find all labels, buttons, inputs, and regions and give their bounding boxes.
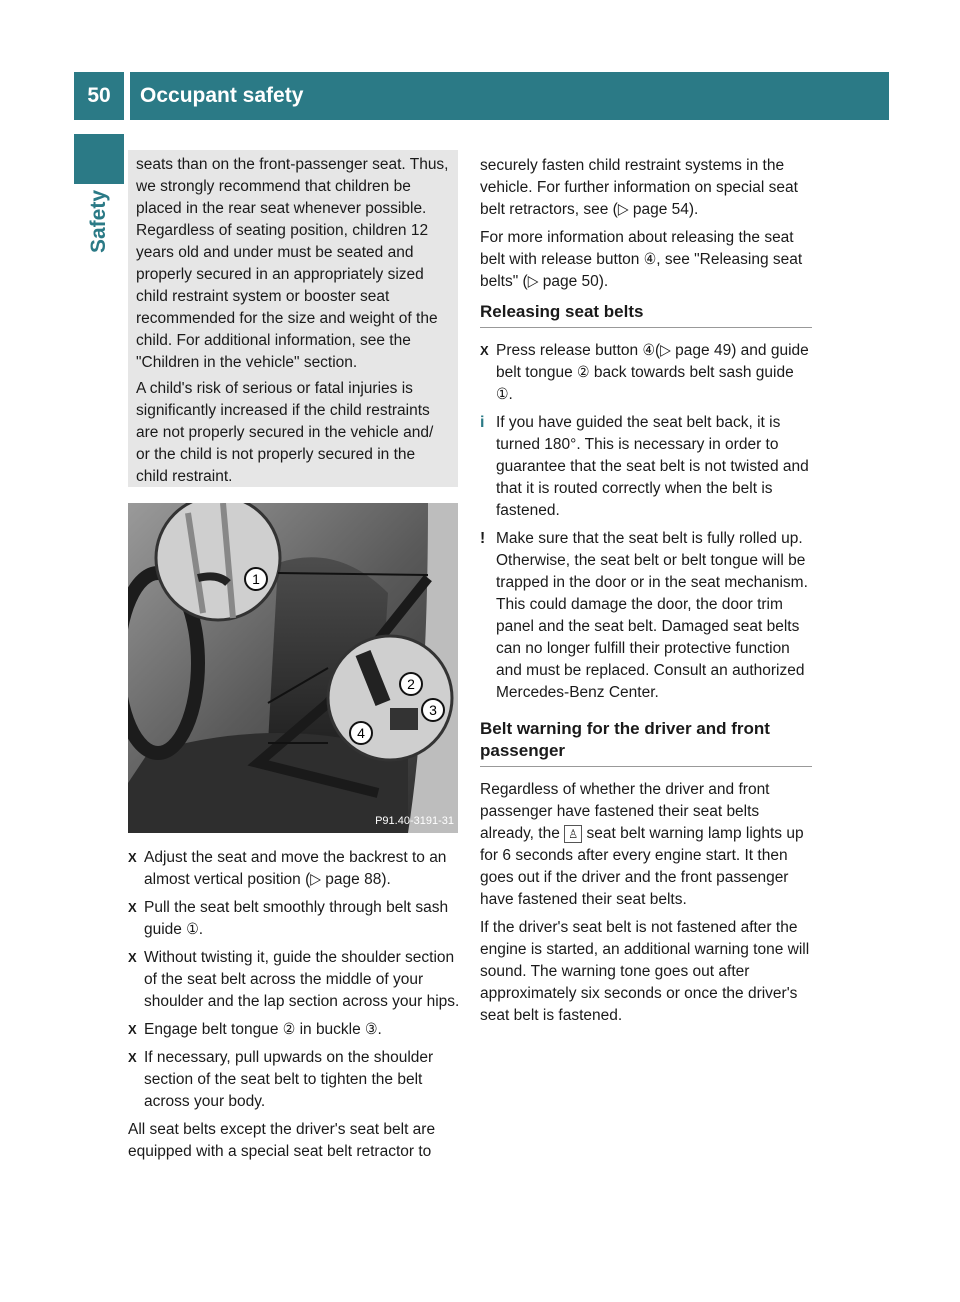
step-marker: X [128, 1050, 137, 1065]
seatbelt-warning-icon: ♙ [564, 825, 582, 843]
step-text: Engage belt tongue ② in buckle ③. [144, 1021, 382, 1038]
belt-warning-text-b: seat belt warning lamp lights up for 6 seconds after every engine start. It then goes out if the driver and the front passenger have fastened their seat belts. [480, 825, 804, 908]
belt-warning-text-a: Regardless of whether the driver and front passenger have fastened their seat belts already, the [480, 781, 770, 842]
figure-code: P91.40-3191-31 [375, 815, 454, 827]
info-icon: i [480, 414, 485, 431]
seat-belt-illustration [128, 503, 458, 833]
step-marker: X [480, 343, 489, 358]
section-tab [74, 134, 124, 184]
callout-3 [422, 699, 444, 721]
releasing-heading: Releasing seat belts [480, 301, 812, 328]
callout-2-label: 2 [407, 676, 415, 692]
release-reference: For more information about releasing the seat belt with release button ④, see "Releasing seat belts" (▷ page 50). [480, 229, 803, 290]
belt-warning-para-1 [480, 779, 812, 911]
info-note [480, 412, 812, 522]
left-column [128, 847, 460, 1169]
info-text: If you have guided the seat belt back, it is turned 180°. This is necessary in order to guarantee that the seat belt is not twisted and that it is routed correctly when the belt is fastened. [496, 414, 809, 519]
caution-note [480, 528, 812, 704]
step-adjust-seat [128, 847, 460, 891]
warning-box [128, 150, 458, 487]
caution-text: Make sure that the seat belt is fully rolled up. Otherwise, the seat belt or belt tongue will be trapped in the door or in the seat mechanism. This could damage the door, the door trim panel and the seat belt. Damaged seat belts can no longer fulfill their protective function and must be replaced. Consult an authorized Mercedes-Benz Center. [496, 530, 808, 701]
warning-para-1: seats than on the front-passenger seat. Thus, we strongly recommend that children be placed in the rear seat whenever possible. Regardless of seating position, children 12 years old and under must be seated and properly secured in an appropriately sized child restraint system or booster seat recommended for the size and weight of the child. For additional information, see the "Children in the vehicle" section. [136, 156, 449, 371]
callout-4-label: 4 [357, 725, 365, 741]
caution-icon: ! [480, 530, 486, 547]
step-marker: X [128, 1022, 137, 1037]
step-marker: X [128, 950, 137, 965]
retractor-continued: securely fasten child restraint systems in the vehicle. For further information on special seat belt retractors, see (▷ page 54). [480, 157, 798, 218]
step-tighten-belt [128, 1047, 460, 1113]
step-pull-belt [128, 897, 460, 941]
belt-warning-heading: Belt warning for the driver and front passenger [480, 718, 812, 767]
step-text: Pull the seat belt smoothly through belt sash guide ①. [144, 899, 449, 938]
step-press-release [480, 340, 812, 406]
step-text: Without twisting it, guide the shoulder section of the seat belt across the middle of your shoulder and the lap section across your hips. [144, 949, 460, 1010]
retractor-text: All seat belts except the driver's seat belt are equipped with a special seat belt retractor to [128, 1121, 436, 1160]
seat-belt-figure [128, 503, 458, 833]
right-column [480, 155, 812, 1033]
belt-warning-para-2: If the driver's seat belt is not fastened after the engine is started, an additional warning tone will sound. The warning tone goes out after approximately six seconds or once the driver's seat belt is fastened. [480, 919, 810, 1024]
callout-2 [400, 673, 422, 695]
callout-1 [245, 568, 267, 590]
page-title [130, 72, 889, 120]
warning-para-2: A child's risk of serious or fatal injuries is significantly increased if the child restraints are not properly secured in the vehicle and/ or the child is not properly secured in the child restraint. [136, 380, 434, 485]
step-text: Adjust the seat and move the backrest to an almost vertical position (▷ page 88). [144, 849, 447, 888]
callout-3-label: 3 [429, 702, 437, 718]
page-number: 50 [74, 72, 124, 120]
step-engage-tongue [128, 1019, 460, 1041]
step-marker: X [128, 900, 137, 915]
step-text: Press release button ④(▷ page 49) and guide belt tongue ② back towards belt sash guide ①. [496, 342, 809, 403]
callout-4 [350, 722, 372, 744]
section-label-text: Safety [87, 190, 110, 254]
callout-1-label: 1 [252, 571, 260, 587]
step-text: If necessary, pull upwards on the shoulder section of the seat belt to tighten the belt across your body. [144, 1049, 434, 1110]
section-label [74, 190, 124, 350]
step-marker: X [128, 850, 137, 865]
step-guide-belt [128, 947, 460, 1013]
page-title-text: Occupant safety [140, 84, 304, 107]
